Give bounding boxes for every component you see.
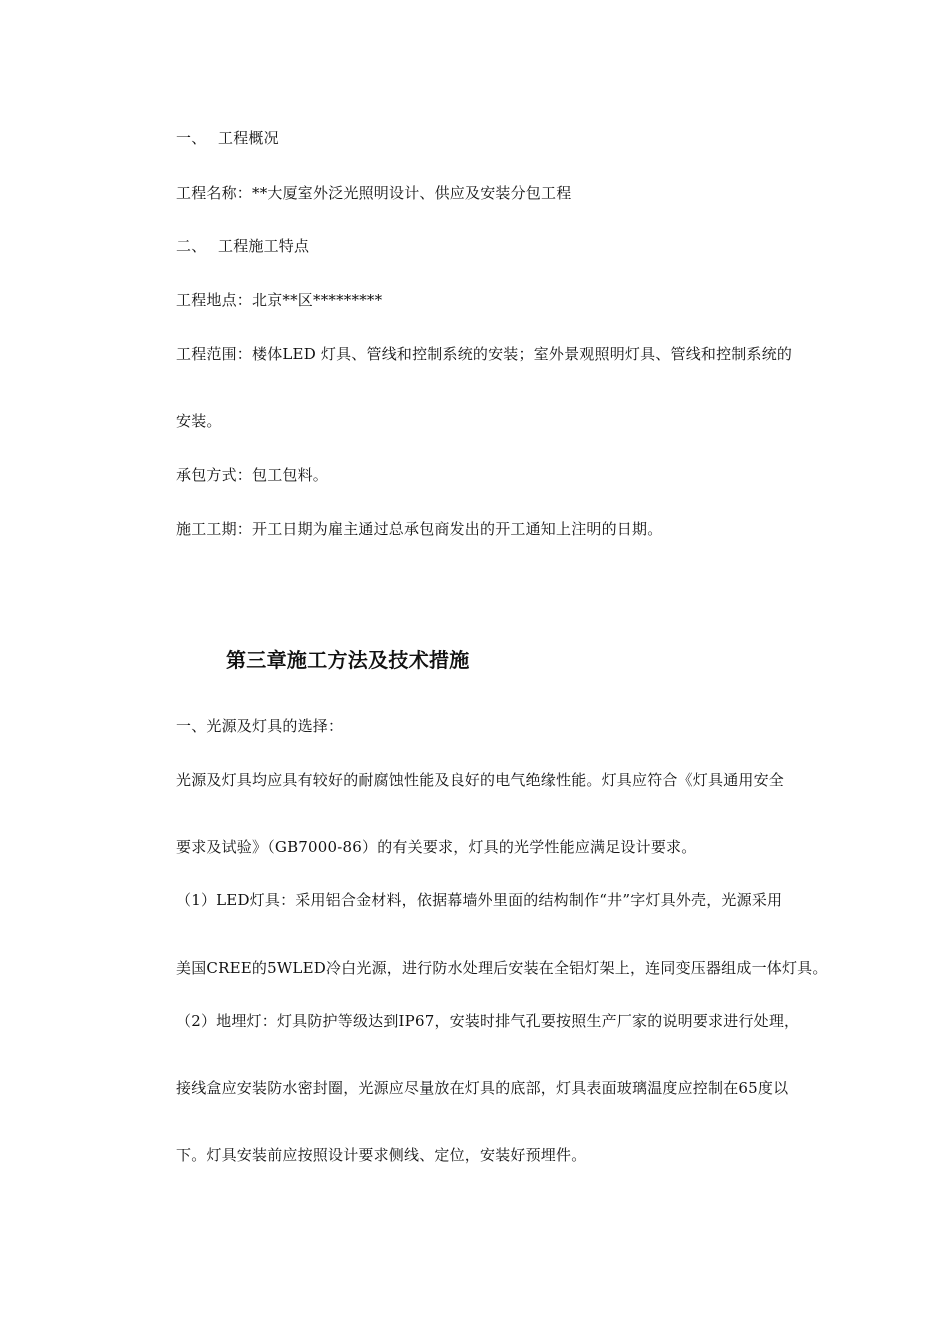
- project-location-line: 工程地点：北京**区*********: [176, 291, 383, 309]
- section-heading-features: [176, 236, 309, 256]
- section-number: 二、: [176, 237, 207, 255]
- section-title: 工程概况: [218, 129, 279, 147]
- section-number: 一、: [176, 129, 207, 147]
- ground-light-line: 下。灯具安装前应按照设计要求侧线、定位，安装好预埋件。: [176, 1146, 587, 1164]
- project-name-line: 工程名称：**大厦室外泛光照明设计、供应及安装分包工程: [176, 184, 572, 202]
- construction-period-line: 施工工期：开工日期为雇主通过总承包商发出的开工通知上注明的日期。: [176, 520, 663, 538]
- chapter-title: 第三章施工方法及技术措施: [226, 648, 470, 672]
- ground-light-line: （2）地埋灯：灯具防护等级达到IP67，安装时排气孔要按照生产厂家的说明要求进行处理，: [176, 1012, 800, 1030]
- section-heading-overview: [176, 128, 279, 148]
- led-fixture-line: 美国CREE的5WLED冷白光源，进行防水处理后安装在全铝灯架上，连同变压器组成一体灯具。: [176, 959, 828, 977]
- subsection-heading-light-source: 一、光源及灯具的选择：: [176, 717, 344, 735]
- project-scope-line-1: 工程范围：楼体LED 灯具、管线和控制系统的安装；室外景观照明灯具、管线和控制系统的: [176, 345, 793, 363]
- contract-method-line: 承包方式：包工包料。: [176, 466, 329, 484]
- led-fixture-line: （1）LED灯具：采用铝合金材料，依据幕墙外里面的结构制作“井”字灯具外壳，光源采用: [176, 891, 783, 909]
- project-scope-line-2: 安装。: [176, 412, 222, 430]
- ground-light-line: 接线盒应安装防水密封圈，光源应尽量放在灯具的底部，灯具表面玻璃温度应控制在65度以: [176, 1079, 789, 1097]
- paragraph-line: 光源及灯具均应具有较好的耐腐蚀性能及良好的电气绝缘性能。灯具应符合《灯具通用安全: [176, 771, 785, 789]
- paragraph-line: 要求及试验》（GB7000-86）的有关要求，灯具的光学性能应满足设计要求。: [176, 838, 697, 856]
- section-title: 工程施工特点: [218, 237, 310, 255]
